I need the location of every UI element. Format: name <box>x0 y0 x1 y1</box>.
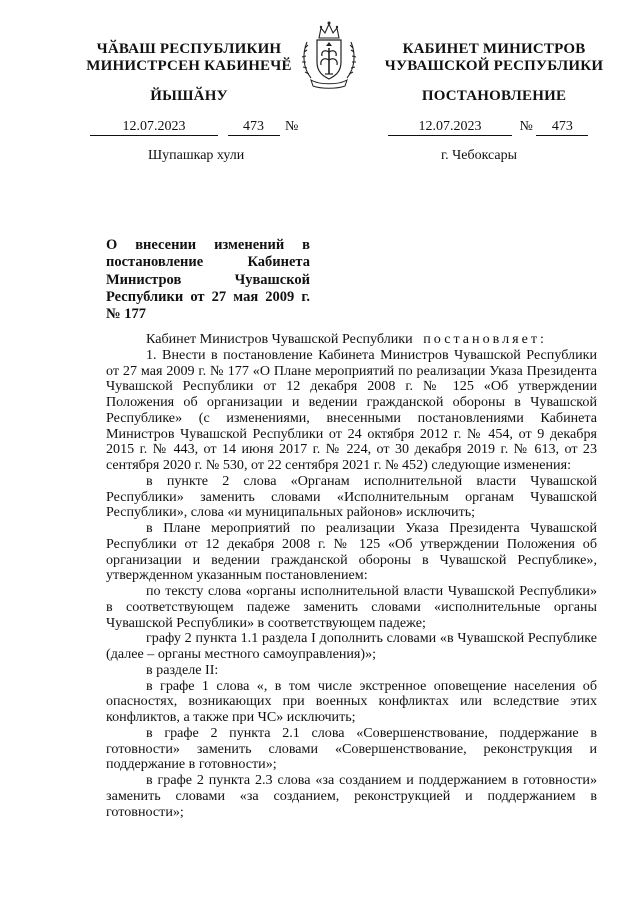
place-chuvash: Шупашкар хули <box>148 148 245 163</box>
place-russian: г. Чебоксары <box>441 148 518 163</box>
paragraph: графу 2 пункта 1.1 раздела I дополнить словами «в Чувашской Республике (далее – органы местного самоуправления)»; <box>106 630 597 662</box>
header-left-line2: МИНИСТРСЕН КАБИНЕЧӖ <box>86 58 292 74</box>
paragraph: в Плане мероприятий по реализации Указа Президента Чувашской Республики от 12 декабря 2008 г. № 125 «Об утверждении Положения об организации и ведении гражданской обороны в Чувашской Республике», утвержденном указанным постановлением: <box>106 520 597 584</box>
header-right-line1: КАБИНЕТ МИНИСТРОВ <box>402 41 586 57</box>
preamble-text: Кабинет Министров Чувашской Республики <box>146 331 413 347</box>
header-left-line1: ЧӐВАШ РЕСПУБЛИКИН <box>96 41 282 57</box>
registration-right <box>388 118 608 136</box>
registration-date-left: 12.07.2023 <box>90 118 218 136</box>
header-left-org <box>70 41 308 75</box>
number-sign-right: № <box>519 119 533 134</box>
paragraph: в графе 1 слова «, в том числе экстренное оповещение населения об опасностях, возникающих при военных конфликтах или вследствие этих конфликтов, а также при ЧС» исключить; <box>106 677 597 725</box>
doctype-russian: ПОСТАНОВЛЕНИЕ <box>421 88 567 104</box>
preamble <box>106 332 597 348</box>
paragraph: 1. Внести в постановление Кабинета Министров Чувашской Республики от 27 мая 2009 г. № 177 «О Плане мероприятий по реализации Указа Президента Чувашской Республики от 12 декабря 2008 г. № 125 «Об утверждении Положения об организации и ведении гражданской обороны в Чувашской Республике» (с изменениями, внесенными постановлениями Кабинета Министров Чувашской Республики от 24 октября 2012 г. № 454, от 9 декабря 2015 г. № 443, от 14 июня 2017 г. № 224, от 30 декабря 2019 г. № 613, от 23 сентября 2020 г. № 530, от 22 сентября 2021 г. № 452) следующие изменения: <box>106 346 597 473</box>
paragraph: в разделе II: <box>146 661 219 678</box>
doctype-chuvash: ЙЫШӐНУ <box>150 88 228 104</box>
paragraph: в графе 2 пункта 2.3 слова «за созданием и поддержанием в готовности» заменить словами «за созданием, реконструкцией и поддержанием в готовности»; <box>106 772 597 820</box>
document-title: О внесении изменений в постановление Кабинета Министров Чувашской Республики от 27 мая 2009 г. № 177 <box>106 237 310 323</box>
registration-number-left: 473 <box>228 118 280 136</box>
paragraph: по тексту слова «органы исполнительной власти Чувашской Республики» в соответствующем падеже заменить словами «исполнительные органы Чувашской Республики» в соответствующем падеже; <box>106 583 597 631</box>
preamble-verb: постановляет: <box>423 331 547 347</box>
number-sign-left: № <box>285 119 299 134</box>
registration-left <box>90 118 320 136</box>
coat-of-arms-emblem-icon <box>297 18 361 90</box>
registration-number-right: 473 <box>536 118 588 136</box>
paragraph: в пункте 2 слова «Органам исполнительной власти Чувашской Республики» заменить словами «Исполнительным органам Чувашской Республики», слова «и муниципальных районов» исключить; <box>106 472 597 521</box>
header-right-org <box>378 41 610 75</box>
document-body <box>106 332 597 820</box>
paragraph: в графе 2 пункта 2.1 слова «Совершенствование, поддержание в готовности» заменить словами «Совершенствование, реконструкция и поддержание в готовности»; <box>106 724 597 773</box>
header-right-line2: ЧУВАШСКОЙ РЕСПУБЛИКИ <box>384 58 604 74</box>
registration-date-right: 12.07.2023 <box>388 118 512 136</box>
